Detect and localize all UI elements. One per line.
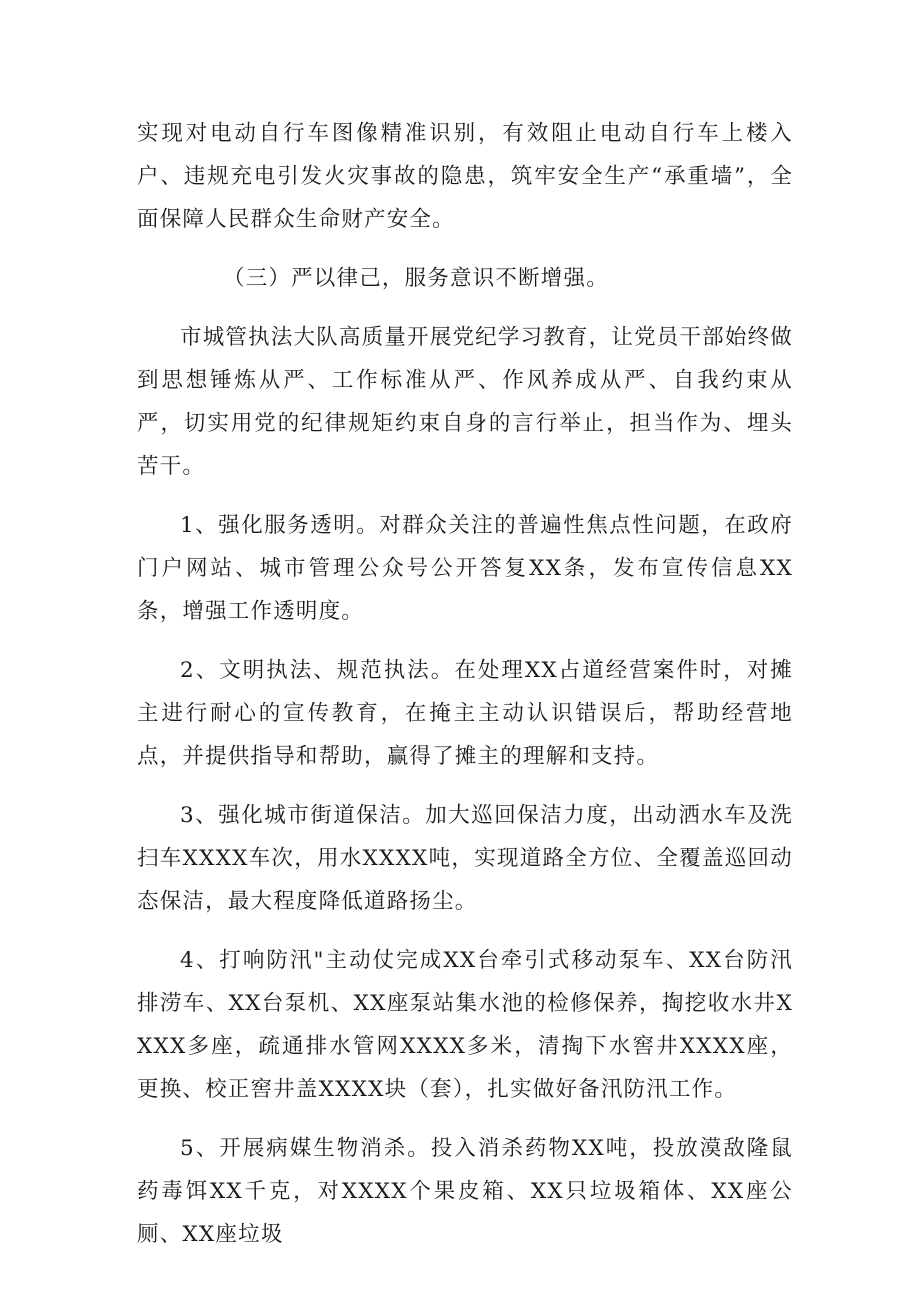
- list-item-1-service-transparency: 1、强化服务透明。对群众关注的普遍性焦点性问题，在政府门户网站、城市管理公众号公开答复XX条，发布宣传信息XX条，增强工作透明度。: [137, 513, 793, 624]
- document-body: [137, 112, 793, 1256]
- section-heading-three: （三）严以律己，服务意识不断增强。: [223, 266, 609, 291]
- list-item-4-flood-prevention: 4、打响防汛"主动仗完成XX台牵引式移动泵车、XX台防汛排涝车、XX台泵机、XX座泵站集水池的检修保养，掏挖收水井XXXX多座，疏通排水管网XXXX多米，清掏下水窖井XXXX座，更换、校正窖井盖XXXX块（套），扎实做好备汛防汛工作。: [137, 948, 793, 1102]
- paragraph-continuation: 实现对电动自行车图像精准识别，有效阻止电动自行车上楼入户、违规充电引发火灾事故的隐患，筑牢安全生产“承重墙”，全面保障人民群众生命财产安全。: [137, 121, 793, 232]
- list-item-2-civil-enforcement: 2、文明执法、规范执法。在处理XX占道经营案件时，对摊主进行耐心的宣传教育，在掩主主动认识错误后，帮助经营地点，并提供指导和帮助，赢得了摊主的理解和支持。: [137, 658, 793, 769]
- paragraph-party-discipline: 市城管执法大队高质量开展党纪学习教育，让党员干部始终做到思想锤炼从严、工作标准从严、作风养成从严、自我约束从严，切实用党的纪律规矩约束自身的言行举止，担当作为、埋头苦干。: [137, 325, 793, 479]
- list-item-3-street-cleaning: 3、强化城市街道保洁。加大巡回保洁力度，出动洒水车及洗扫车XXXX车次，用水XXXX吨，实现道路全方位、全覆盖巡回动态保洁，最大程度降低道路扬尘。: [137, 803, 793, 914]
- list-item-5-vector-disinfection: 5、开展病媒生物消杀。投入消杀药物XX吨，投放漠敌隆鼠药毒饵XX千克，对XXXX个果皮箱、XX只垃圾箱体、XX座公厕、XX座垃圾: [137, 1136, 793, 1247]
